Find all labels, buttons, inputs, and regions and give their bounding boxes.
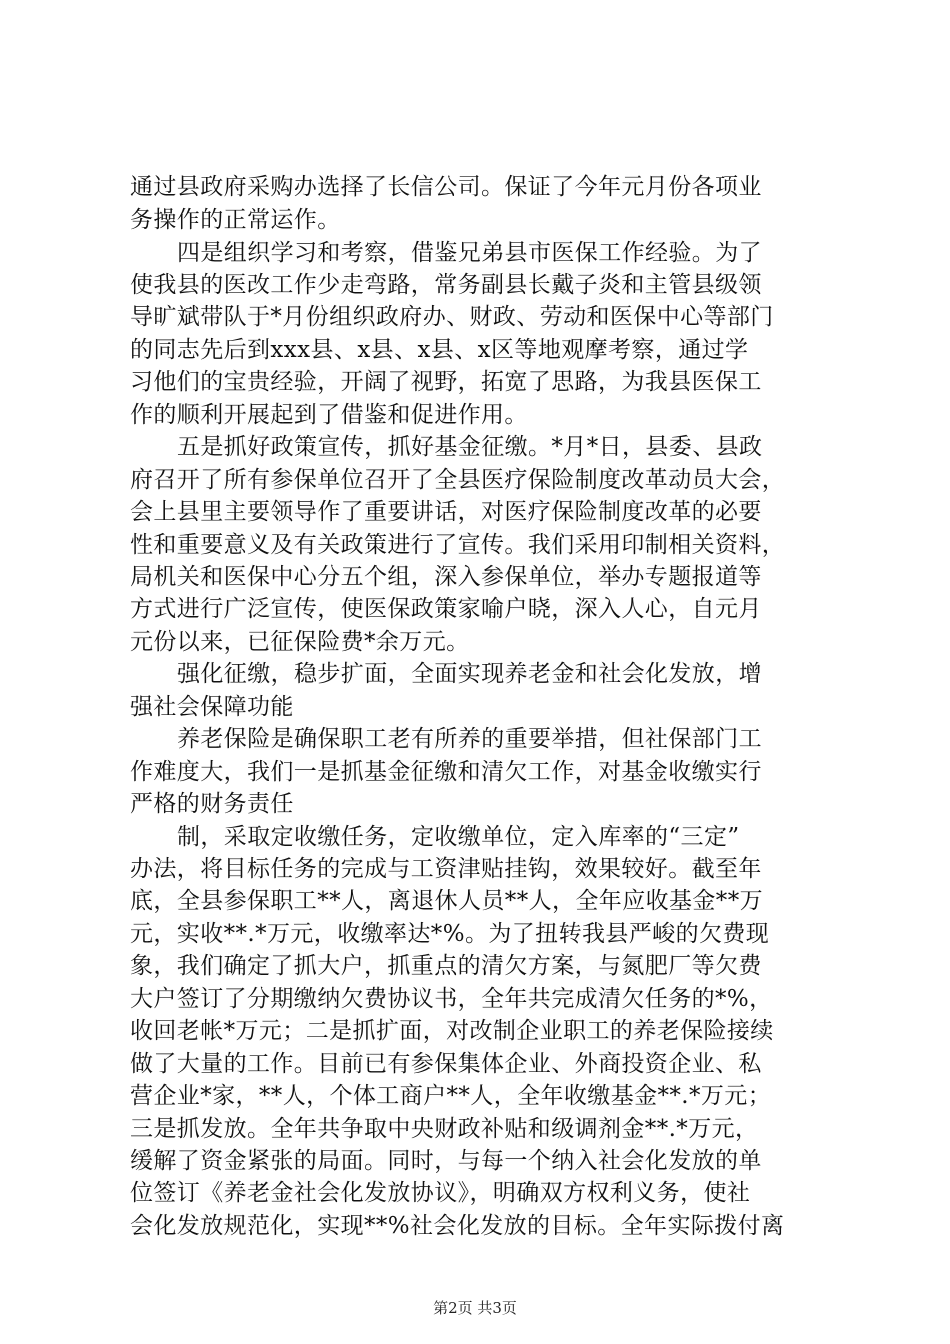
text-line: 元，实收**.*万元，收缴率达*%。为了扭转我县严峻的欠费现 [130, 921, 770, 947]
text-line: 五是抓好政策宣传，抓好基金征缴。*月*日，县委、县政 [177, 434, 763, 460]
text-line: 四是组织学习和考察，借鉴兄弟县市医保工作经验。为了 [177, 240, 762, 266]
page-number-footer: 第2页 共3页 [433, 1299, 517, 1317]
text-line: 导旷斌带队于*月份组织政府办、财政、劳动和医保中心等部门 [130, 304, 774, 330]
text-line: 严格的财务责任 [130, 791, 294, 817]
text-line: 底，全县参保职工**人，离退休人员**人，全年应收基金**万 [130, 888, 763, 914]
text-line: 习他们的宝贵经验，开阔了视野，拓宽了思路，为我县医保工 [130, 369, 762, 395]
text-line: 缓解了资金紧张的局面。同时，与每一个纳入社会化发放的单 [130, 1148, 762, 1174]
text-line: 使我县的医改工作少走弯路，常务副县长戴子炎和主管县级领 [130, 272, 762, 298]
text-line: 做了大量的工作。目前已有参保集体企业、外商投资企业、私 [130, 1051, 762, 1077]
text-line: 作的顺利开展起到了借鉴和促进作用。 [130, 402, 528, 428]
text-line: 养老保险是确保职工老有所养的重要举措，但社保部门工 [177, 726, 762, 752]
text-line: 通过县政府采购办选择了长信公司。保证了今年元月份各项业 [130, 174, 762, 200]
text-line: 强化征缴，稳步扩面，全面实现养老金和社会化发放，增 [177, 661, 762, 687]
text-line: 三是抓发放。全年共争取中央财政补贴和级调剂金**.*万元， [130, 1116, 759, 1142]
text-line: 作难度大，我们一是抓基金征缴和清欠工作，对基金收缴实行 [130, 759, 762, 785]
text-line: 会化发放规范化，实现**%社会化发放的目标。全年实际拨付离 [130, 1213, 785, 1239]
text-line: 会上县里主要领导作了重要讲话，对医疗保险制度改革的必要 [130, 499, 762, 525]
text-line: 象，我们确定了抓大户，抓重点的清欠方案，与氮肥厂等欠费 [130, 953, 762, 979]
text-line: 元份以来，已征保险费*余万元。 [130, 629, 470, 655]
text-line: 制，采取定收缴任务，定收缴单位，定入库率的“三定” [177, 824, 740, 850]
text-line: 府召开了所有参保单位召开了全县医疗保险制度改革动员大会， [130, 467, 786, 493]
text-line: 大户签订了分期缴纳欠费协议书，全年共完成清欠任务的*%， [130, 986, 773, 1012]
text-line: 的同志先后到xxx县、x县、x县、x区等地观摩考察，通过学 [130, 337, 749, 363]
text-line: 营企业*家，**人，个体工商户**人，全年收缴基金**.*万元； [130, 1083, 772, 1109]
text-line: 务操作的正常运作。 [130, 207, 341, 233]
text-line: 强社会保障功能 [130, 694, 294, 720]
text-line: 局机关和医保中心分五个组，深入参保单位，举办专题报道等 [130, 564, 762, 590]
text-line: 办法，将目标任务的完成与工资津贴挂钩，效果较好。截至年 [130, 856, 762, 882]
text-line: 性和重要意义及有关政策进行了宣传。我们采用印制相关资料， [130, 532, 786, 558]
text-line: 收回老帐*万元；二是抓扩面，对改制企业职工的养老保险接续 [130, 1018, 774, 1044]
text-line: 位签订《养老金社会化发放协议》，明确双方权利义务，使社 [130, 1180, 751, 1206]
text-line: 方式进行广泛宣传，使医保政策家喻户晓，深入人心，自元月 [130, 596, 762, 622]
